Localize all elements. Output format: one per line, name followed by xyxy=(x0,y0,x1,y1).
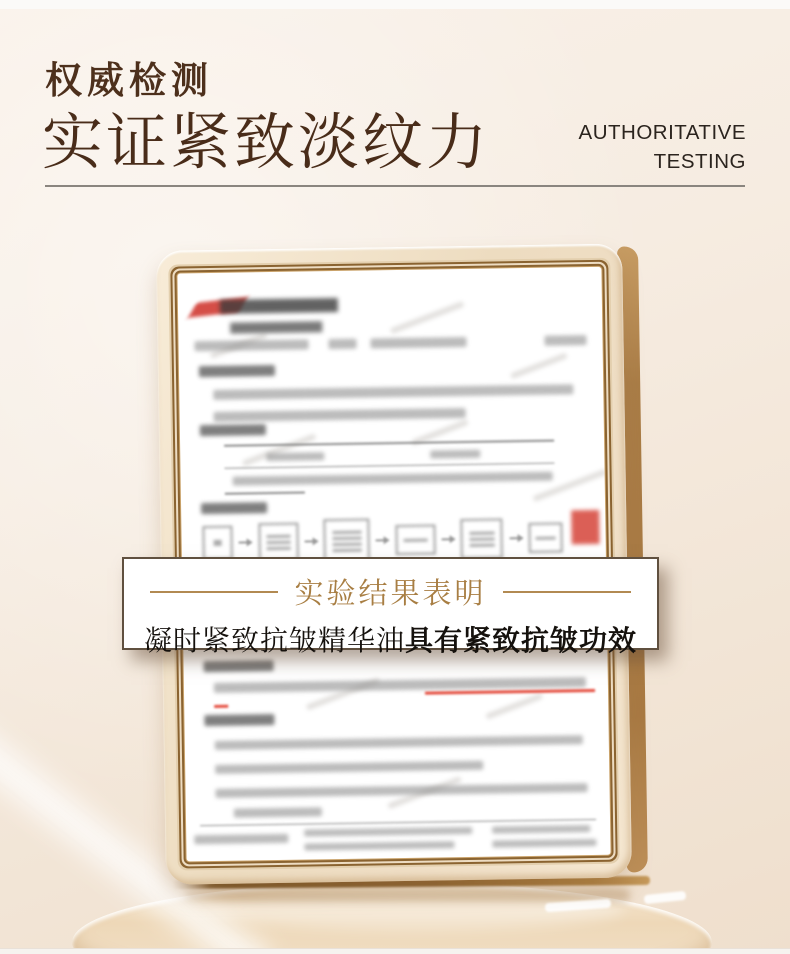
flow-arrow-icon xyxy=(442,538,455,540)
footer-phone-blurred xyxy=(304,841,454,850)
watermark xyxy=(485,693,543,720)
banner-title: 实验结果表明 xyxy=(294,578,487,610)
flow-arrow-icon xyxy=(239,541,252,543)
banner-statement xyxy=(144,619,637,659)
banner-rule-left xyxy=(150,591,278,593)
english-subtitle xyxy=(579,118,746,176)
frame-reflection-soft xyxy=(185,889,630,902)
table-rule xyxy=(224,440,554,447)
pedestal-highlight xyxy=(644,891,687,904)
flow-step xyxy=(395,524,435,555)
footer-website-blurred xyxy=(492,839,596,848)
watermark xyxy=(390,301,465,334)
red-underline xyxy=(425,689,595,695)
banner-title-row xyxy=(150,571,630,612)
flow-step xyxy=(461,518,504,559)
footer-company-blurred xyxy=(194,834,288,844)
footer-email-blurred xyxy=(492,825,590,834)
statement-effect: 具有紧致抗皱功效 xyxy=(405,625,638,656)
section-heading-blurred xyxy=(200,424,266,436)
flow-step xyxy=(202,526,233,560)
report-date-label-blurred xyxy=(328,339,356,349)
table-header-blurred xyxy=(430,450,480,459)
watermark xyxy=(242,433,317,466)
bottom-strip xyxy=(0,948,790,954)
banner-rule-right xyxy=(503,591,631,593)
reference-line-blurred xyxy=(215,735,583,750)
text-line-blurred xyxy=(213,384,573,400)
report-number-blurred xyxy=(194,339,308,351)
red-stamp xyxy=(571,510,600,544)
table-row-blurred xyxy=(233,472,553,486)
table-rule xyxy=(225,492,305,495)
section-heading-blurred xyxy=(199,365,275,377)
table-rule xyxy=(224,463,554,469)
watermark xyxy=(510,352,568,379)
section-heading-blurred xyxy=(204,660,274,672)
lab-logo-subtitle-blurred xyxy=(230,321,322,333)
top-strip xyxy=(0,0,790,9)
page-title: 实证紧致淡纹力 xyxy=(42,110,491,177)
flow-step xyxy=(258,523,299,562)
section-heading-blurred xyxy=(201,502,267,514)
reference-line-blurred xyxy=(216,783,588,798)
flow-arrow-icon xyxy=(509,537,522,539)
reference-line-blurred xyxy=(234,807,322,817)
table-header-blurred xyxy=(266,452,324,461)
lab-logo-text-blurred xyxy=(220,298,338,314)
text-line-blurred xyxy=(214,408,466,422)
result-banner xyxy=(122,557,659,657)
flow-arrow-icon xyxy=(376,539,389,541)
flow-step xyxy=(528,522,562,553)
english-subtitle-line1: AUTHORITATIVE xyxy=(578,121,746,144)
header-divider xyxy=(45,185,745,187)
footer-address-blurred xyxy=(304,827,472,837)
kicker-text: 权威检测 xyxy=(45,61,213,102)
reference-line-blurred xyxy=(215,761,483,774)
report-date-blurred xyxy=(370,337,466,349)
section-heading-blurred xyxy=(204,714,274,726)
page-number-blurred xyxy=(544,335,586,346)
english-subtitle-line2: TESTING xyxy=(653,150,746,174)
statement-product-name: 凝时紧致抗皱精华油 xyxy=(143,626,405,657)
red-underline-tick xyxy=(214,705,228,708)
flow-arrow-icon xyxy=(305,540,318,542)
